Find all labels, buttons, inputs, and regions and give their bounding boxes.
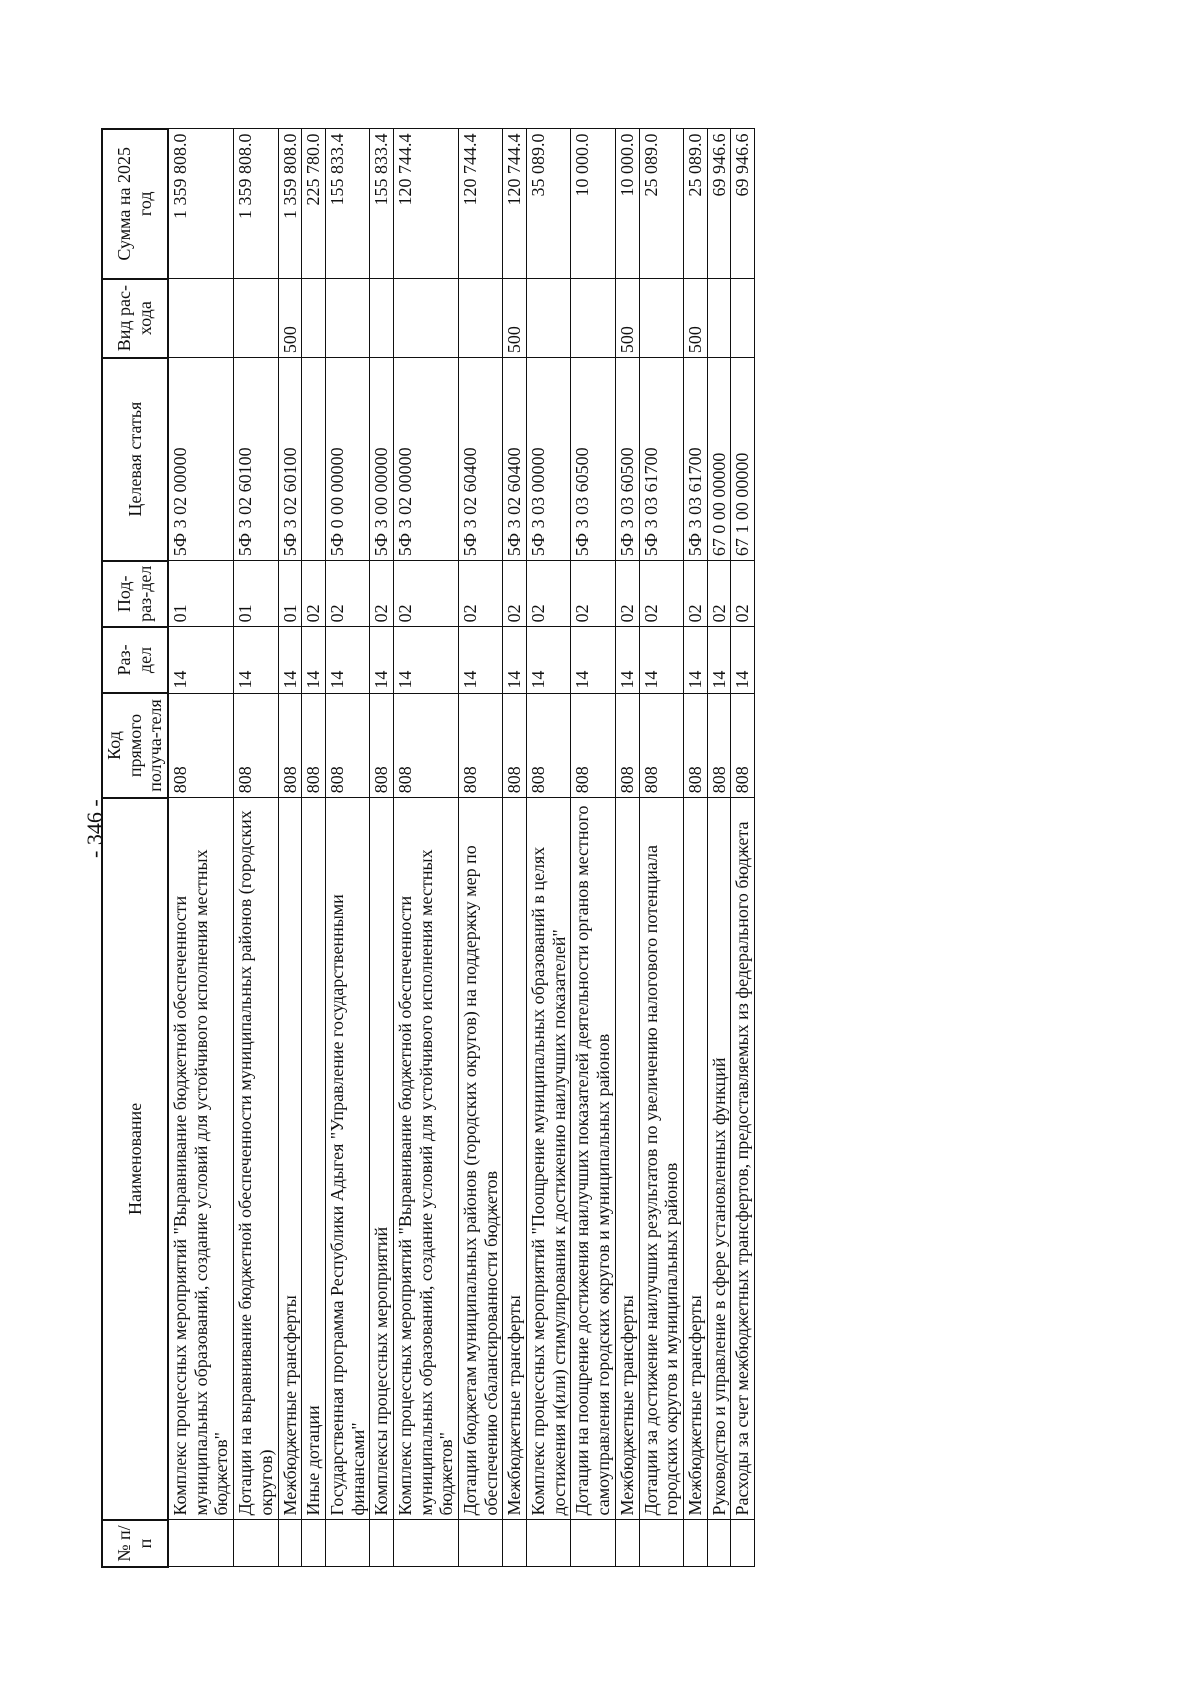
- table-row: [639, 129, 683, 1567]
- table-header-row: [102, 129, 168, 1567]
- row-target-article: 67 0 00 00000: [707, 358, 731, 561]
- row-expense-type: [731, 279, 755, 358]
- row-subsection: 02: [503, 561, 527, 627]
- row-sum: 120 744.4: [459, 129, 503, 279]
- row-no: [302, 1520, 326, 1567]
- row-subsection: 02: [571, 561, 615, 627]
- header-recipient-code: Код прямого получа-теля: [102, 693, 168, 798]
- row-recipient-code: 808: [393, 693, 458, 798]
- row-subsection: 02: [459, 561, 503, 627]
- row-recipient-code: 808: [639, 693, 683, 798]
- row-sum: 10 000.0: [615, 129, 639, 279]
- row-target-article: 5Ф 3 03 61700: [639, 358, 683, 561]
- table-body: [168, 129, 754, 1567]
- header-target-article: Целевая статья: [102, 358, 168, 561]
- row-name: Дотации на выравнивание бюджетной обеспеченности муниципальных районов (городских округов): [234, 798, 278, 1520]
- row-no: [168, 1520, 234, 1567]
- row-recipient-code: 808: [302, 693, 326, 798]
- row-section: 14: [683, 627, 707, 693]
- row-expense-type: [707, 279, 731, 358]
- header-expense-type: Вид рас-хода: [102, 279, 168, 358]
- row-sum: 69 946.6: [707, 129, 731, 279]
- row-sum: 225 780.0: [302, 129, 326, 279]
- row-expense-type: 500: [503, 279, 527, 358]
- row-subsection: 02: [527, 561, 571, 627]
- row-section: 14: [302, 627, 326, 693]
- row-name: Дотации за достижение наилучших результатов по увеличению налогового потенциала городских округов и муниципальных районов: [639, 798, 683, 1520]
- row-expense-type: [639, 279, 683, 358]
- row-name: Межбюджетные трансферты: [683, 798, 707, 1520]
- row-sum: 120 744.4: [503, 129, 527, 279]
- row-section: 14: [707, 627, 731, 693]
- row-expense-type: [393, 279, 458, 358]
- row-sum: 120 744.4: [393, 129, 458, 279]
- table-row: [278, 129, 302, 1567]
- row-expense-type: 500: [615, 279, 639, 358]
- row-target-article: 5Ф 3 02 60400: [459, 358, 503, 561]
- row-recipient-code: 808: [731, 693, 755, 798]
- header-sum: Сумма на 2025 год: [102, 129, 168, 279]
- row-sum: 25 089.0: [683, 129, 707, 279]
- row-recipient-code: 808: [571, 693, 615, 798]
- row-name: Комплексы процессных мероприятий: [370, 798, 394, 1520]
- table-row: [683, 129, 707, 1567]
- row-sum: 1 359 808.0: [234, 129, 278, 279]
- row-section: 14: [168, 627, 234, 693]
- row-name: Руководство и управление в сфере установленных функций: [707, 798, 731, 1520]
- row-recipient-code: 808: [325, 693, 369, 798]
- row-no: [571, 1520, 615, 1567]
- row-expense-type: [571, 279, 615, 358]
- row-target-article: 67 1 00 00000: [731, 358, 755, 561]
- row-section: 14: [503, 627, 527, 693]
- row-target-article: 5Ф 3 03 60500: [571, 358, 615, 561]
- row-name: Межбюджетные трансферты: [278, 798, 302, 1520]
- row-subsection: 02: [370, 561, 394, 627]
- row-section: 14: [527, 627, 571, 693]
- row-expense-type: [168, 279, 234, 358]
- row-expense-type: [325, 279, 369, 358]
- row-target-article: 5Ф 3 03 61700: [683, 358, 707, 561]
- table-row: [325, 129, 369, 1567]
- header-no: № п/п: [102, 1520, 168, 1567]
- row-no: [393, 1520, 458, 1567]
- budget-table: [101, 128, 755, 1568]
- row-name: Дотации бюджетам муниципальных районов (городских округов) на поддержку мер по обеспечению сбалансированности бюджетов: [459, 798, 503, 1520]
- row-no: [503, 1520, 527, 1567]
- row-sum: 1 359 808.0: [278, 129, 302, 279]
- row-recipient-code: 808: [527, 693, 571, 798]
- row-recipient-code: 808: [234, 693, 278, 798]
- row-expense-type: [234, 279, 278, 358]
- row-expense-type: 500: [278, 279, 302, 358]
- row-subsection: 02: [325, 561, 369, 627]
- row-sum: 35 089.0: [527, 129, 571, 279]
- row-recipient-code: 808: [278, 693, 302, 798]
- row-no: [615, 1520, 639, 1567]
- row-target-article: [302, 358, 326, 561]
- row-subsection: 01: [168, 561, 234, 627]
- row-subsection: 02: [393, 561, 458, 627]
- row-subsection: 01: [234, 561, 278, 627]
- row-name: Государственная программа Республики Адыгея "Управление государственными финансами": [325, 798, 369, 1520]
- row-sum: 1 359 808.0: [168, 129, 234, 279]
- row-no: [639, 1520, 683, 1567]
- row-section: 14: [615, 627, 639, 693]
- row-no: [707, 1520, 731, 1567]
- row-subsection: 02: [707, 561, 731, 627]
- row-no: [234, 1520, 278, 1567]
- row-sum: 25 089.0: [639, 129, 683, 279]
- header-section: Раз-дел: [102, 627, 168, 693]
- row-target-article: 5Ф 3 02 00000: [393, 358, 458, 561]
- row-no: [370, 1520, 394, 1567]
- header-name: Наименование: [102, 798, 168, 1520]
- row-recipient-code: 808: [459, 693, 503, 798]
- table-row: [707, 129, 731, 1567]
- row-recipient-code: 808: [503, 693, 527, 798]
- row-section: 14: [571, 627, 615, 693]
- table-row: [571, 129, 615, 1567]
- table-row: [234, 129, 278, 1567]
- row-section: 14: [393, 627, 458, 693]
- row-target-article: 5Ф 3 03 60500: [615, 358, 639, 561]
- row-expense-type: [527, 279, 571, 358]
- budget-table-rotated: [101, 128, 987, 1568]
- row-sum: 10 000.0: [571, 129, 615, 279]
- row-name: Межбюджетные трансферты: [615, 798, 639, 1520]
- row-recipient-code: 808: [615, 693, 639, 798]
- row-recipient-code: 808: [370, 693, 394, 798]
- row-name: Комплекс процессных мероприятий "Поощрение муниципальных образований в целях достижения и(или) стимулирования к достижению наилучших показателей": [527, 798, 571, 1520]
- row-no: [683, 1520, 707, 1567]
- row-no: [325, 1520, 369, 1567]
- row-target-article: 5Ф 0 00 00000: [325, 358, 369, 561]
- row-section: 14: [325, 627, 369, 693]
- row-expense-type: [459, 279, 503, 358]
- table-row: [615, 129, 639, 1567]
- row-no: [527, 1520, 571, 1567]
- row-section: 14: [234, 627, 278, 693]
- row-sum: 155 833.4: [370, 129, 394, 279]
- row-name: Расходы за счет межбюджетных трансфертов, предоставляемых из федерального бюджета: [731, 798, 755, 1520]
- row-sum: 155 833.4: [325, 129, 369, 279]
- row-expense-type: 500: [683, 279, 707, 358]
- header-subsection: Под-раз-дел: [102, 561, 168, 627]
- row-section: 14: [731, 627, 755, 693]
- row-no: [278, 1520, 302, 1567]
- row-name: Межбюджетные трансферты: [503, 798, 527, 1520]
- row-subsection: 02: [302, 561, 326, 627]
- row-subsection: 02: [615, 561, 639, 627]
- row-name: Иные дотации: [302, 798, 326, 1520]
- row-name: Комплекс процессных мероприятий "Выравнивание бюджетной обеспеченности муниципальных образований, создание условий для устойчивого исполнения местных бюджетов": [168, 798, 234, 1520]
- row-target-article: 5Ф 3 02 60100: [234, 358, 278, 561]
- row-section: 14: [639, 627, 683, 693]
- table-row: [370, 129, 394, 1567]
- row-target-article: 5Ф 3 02 60400: [503, 358, 527, 561]
- row-recipient-code: 808: [683, 693, 707, 798]
- table-row: [302, 129, 326, 1567]
- page-number: - 346 -: [82, 799, 107, 858]
- row-section: 14: [459, 627, 503, 693]
- row-name: Дотации на поощрение достижения наилучших показателей деятельности органов местного самоуправления городских округов и муниципальных районов: [571, 798, 615, 1520]
- table-row: [168, 129, 234, 1567]
- table-row: [459, 129, 503, 1567]
- row-name: Комплекс процессных мероприятий "Выравнивание бюджетной обеспеченности муниципальных образований, создание условий для устойчивого исполнения местных бюджетов": [393, 798, 458, 1520]
- row-recipient-code: 808: [707, 693, 731, 798]
- table-row: [393, 129, 458, 1567]
- table-row: [527, 129, 571, 1567]
- row-subsection: 02: [683, 561, 707, 627]
- row-expense-type: [302, 279, 326, 358]
- row-section: 14: [278, 627, 302, 693]
- row-target-article: 5Ф 3 02 60100: [278, 358, 302, 561]
- table-row: [731, 129, 755, 1567]
- row-no: [459, 1520, 503, 1567]
- row-target-article: 5Ф 3 03 00000: [527, 358, 571, 561]
- row-subsection: 02: [639, 561, 683, 627]
- row-target-article: 5Ф 3 00 00000: [370, 358, 394, 561]
- row-section: 14: [370, 627, 394, 693]
- row-subsection: 01: [278, 561, 302, 627]
- row-no: [731, 1520, 755, 1567]
- table-row: [503, 129, 527, 1567]
- row-subsection: 02: [731, 561, 755, 627]
- row-expense-type: [370, 279, 394, 358]
- row-sum: 69 946.6: [731, 129, 755, 279]
- row-recipient-code: 808: [168, 693, 234, 798]
- row-target-article: 5Ф 3 02 00000: [168, 358, 234, 561]
